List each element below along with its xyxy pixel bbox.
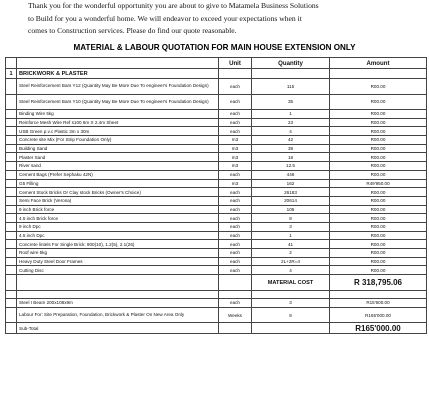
item-description: Heavy Duty Steel Door Frames: [17, 257, 219, 266]
table-row: [6, 231, 427, 240]
item-amount: R00.00: [330, 118, 427, 127]
item-quantity: 12.5: [252, 162, 330, 171]
row-number: [6, 222, 17, 231]
row-number: [6, 266, 17, 275]
table-row: [6, 266, 427, 275]
item-description: Labour For: Site Preparation, Foundation, Brickwork & Plaster On New Area Only: [17, 307, 219, 323]
item-description: Concrete site Mix (For Strip Foundation Only): [17, 136, 219, 145]
item-quantity: 18: [252, 153, 330, 162]
row-number: [6, 94, 17, 110]
table-row: [6, 144, 427, 153]
intro-text: [28, 0, 424, 38]
item-amount: R00.00: [330, 249, 427, 258]
item-quantity: 23: [252, 118, 330, 127]
item-quantity: 115: [252, 79, 330, 95]
row-number: [6, 307, 17, 323]
row-number: [6, 153, 17, 162]
item-amount: R00.00: [330, 79, 427, 95]
material-cost-value: R 318,795.06: [330, 275, 427, 291]
table-row: [6, 118, 427, 127]
material-cost-row: [6, 275, 427, 291]
item-description: Cutting Disc: [17, 266, 219, 275]
item-unit: m3: [219, 162, 252, 171]
item-quantity: 446: [252, 170, 330, 179]
item-description: Steel I Beam 200x108x9m: [17, 299, 219, 308]
header-quantity: Quantity: [252, 58, 330, 69]
item-description: Reinforce Mesh Wire Ref s100 6m X 2.4m Sheet: [17, 118, 219, 127]
section-row: [6, 69, 427, 79]
table-row: [6, 299, 427, 308]
item-unit: each: [219, 188, 252, 197]
material-cost-label: MATERIAL COST: [252, 275, 330, 291]
item-quantity: 8: [252, 214, 330, 223]
item-amount: R00.00: [330, 94, 427, 110]
row-number: [6, 179, 17, 188]
item-amount: R00.00: [330, 214, 427, 223]
item-amount: R00.00: [330, 205, 427, 214]
item-unit: each: [219, 222, 252, 231]
item-quantity: 20614: [252, 196, 330, 205]
table-row: [6, 196, 427, 205]
item-unit: m3: [219, 153, 252, 162]
row-number: [6, 214, 17, 223]
item-unit: each: [219, 231, 252, 240]
item-unit: each: [219, 79, 252, 95]
header-unit: Unit: [219, 58, 252, 69]
item-description: River sand: [17, 162, 219, 171]
table-row: [6, 110, 427, 119]
subtotal-row: [6, 323, 427, 334]
item-description: Plaster Sand: [17, 153, 219, 162]
item-unit: each: [219, 299, 252, 308]
item-amount: R00.00: [330, 196, 427, 205]
labour-body: [6, 299, 427, 323]
row-number: [6, 249, 17, 258]
item-quantity: 1: [252, 231, 330, 240]
intro-line-3: comes to Construction services. Please do find our quote reasonable.: [28, 26, 237, 35]
row-number: [6, 118, 17, 127]
item-amount: R00.00: [330, 257, 427, 266]
item-quantity: 162: [252, 179, 330, 188]
table-row: [6, 127, 427, 136]
item-quantity: 3: [252, 222, 330, 231]
row-number: [6, 144, 17, 153]
item-unit: each: [219, 257, 252, 266]
row-number: [6, 257, 17, 266]
item-unit: m3: [219, 136, 252, 145]
item-quantity: 2: [252, 249, 330, 258]
header-blank-desc: [17, 58, 219, 69]
item-unit: Weeks: [219, 307, 252, 323]
item-amount: R00.00: [330, 231, 427, 240]
header-amount: Amount: [330, 58, 427, 69]
item-description: 4.5 inch Dpc: [17, 231, 219, 240]
item-unit: each: [219, 110, 252, 119]
item-description: G5 Filling: [17, 179, 219, 188]
item-unit: m3: [219, 179, 252, 188]
item-quantity: 39: [252, 144, 330, 153]
item-amount: R00.00: [330, 240, 427, 249]
quotation-title: MATERIAL & LABOUR QUOTATION FOR MAIN HOUSE EXTENSION ONLY: [73, 43, 356, 52]
row-number: [6, 205, 17, 214]
item-unit: each: [219, 249, 252, 258]
item-description: Concrete lintels For Single Brick: 900(10), 1.2(5), 2.1(26): [17, 240, 219, 249]
item-unit: each: [219, 118, 252, 127]
item-quantity: 8: [252, 307, 330, 323]
item-description: Cement Bags (Prefer Sephaku 42N): [17, 170, 219, 179]
row-number: [6, 299, 17, 308]
item-quantity: 1: [252, 110, 330, 119]
item-amount: R00.00: [330, 136, 427, 145]
item-description: Roof wire 5kg: [17, 249, 219, 258]
item-description: 9 inch Brick force: [17, 205, 219, 214]
item-unit: each: [219, 127, 252, 136]
row-number: [6, 79, 17, 95]
item-amount: R15'600.00: [330, 299, 427, 308]
table-row: [6, 162, 427, 171]
item-unit: each: [219, 205, 252, 214]
item-amount: R00.00: [330, 170, 427, 179]
item-amount: R00.00: [330, 188, 427, 197]
section-number: 1: [6, 69, 17, 79]
item-unit: each: [219, 214, 252, 223]
item-quantity: 4: [252, 266, 330, 275]
row-number: [6, 127, 17, 136]
table-row: [6, 307, 427, 323]
item-quantity: 2L+2R=4: [252, 257, 330, 266]
item-description: Binding Wire 5kg: [17, 110, 219, 119]
item-description: Steel Reinforcement Bars Y12 (Quantity May Be More Due To engineer's Foundation Design): [17, 79, 219, 95]
item-amount: R00.00: [330, 162, 427, 171]
header-row: [6, 58, 427, 69]
item-amount: R00.00: [330, 153, 427, 162]
intro-line-2: to Build for you a wonderful home. We will endeavor to exceed your expectations when it: [28, 13, 302, 23]
table-row: [6, 257, 427, 266]
item-unit: each: [219, 240, 252, 249]
section-name: BRICKWORK & PLASTER: [17, 69, 219, 79]
item-amount: R00.00: [330, 222, 427, 231]
item-amount: R00.00: [330, 127, 427, 136]
header-blank-num: [6, 58, 17, 69]
item-quantity: 26183: [252, 188, 330, 197]
table-row: [6, 188, 427, 197]
table-row: [6, 240, 427, 249]
items-body: [6, 79, 427, 275]
item-description: 9 inch Dpc: [17, 222, 219, 231]
item-amount: R00.00: [330, 144, 427, 153]
item-amount: R49'950.00: [330, 179, 427, 188]
item-description: 4.5 inch Brick force: [17, 214, 219, 223]
item-quantity: 42: [252, 136, 330, 145]
item-description: Steel Reinforcement Bars Y10 (Quantity May Be More Due To engineer's Foundation Design): [17, 94, 219, 110]
row-number: [6, 196, 17, 205]
table-row: [6, 94, 427, 110]
item-unit: m3: [219, 144, 252, 153]
table-row: [6, 79, 427, 95]
table-row: [6, 179, 427, 188]
item-description: Building Sand: [17, 144, 219, 153]
row-number: [6, 240, 17, 249]
table-row: [6, 222, 427, 231]
item-amount: R00.00: [330, 266, 427, 275]
item-amount: R165'000.00: [330, 307, 427, 323]
spacer-row: [6, 291, 427, 299]
item-description: Semi Face Brick (Verona): [17, 196, 219, 205]
item-unit: each: [219, 196, 252, 205]
item-unit: each: [219, 94, 252, 110]
row-number: [6, 231, 17, 240]
table-row: [6, 170, 427, 179]
item-quantity: 35: [252, 94, 330, 110]
item-quantity: 41: [252, 240, 330, 249]
table-row: [6, 153, 427, 162]
row-number: [6, 136, 17, 145]
table-row: [6, 214, 427, 223]
table-row: [6, 205, 427, 214]
item-description: Cement Stock Bricks Or Clay stock Bricks (Owner's Choice): [17, 188, 219, 197]
quotation-table: [5, 57, 427, 334]
item-quantity: 3: [252, 299, 330, 308]
item-quantity: 4: [252, 127, 330, 136]
subtotal-label: Sub-Total: [17, 323, 219, 334]
row-number: [6, 188, 17, 197]
subtotal-value: R165'000.00: [330, 323, 427, 334]
item-description: USB Green p.v.c Plastic 3m x 30m: [17, 127, 219, 136]
item-quantity: 105: [252, 205, 330, 214]
intro-line-1: Thank you for the wonderful opportunity you are about to give to Matamela Business Solutions: [28, 1, 319, 10]
table-row: [6, 136, 427, 145]
row-number: [6, 110, 17, 119]
row-number: [6, 162, 17, 171]
item-unit: each: [219, 266, 252, 275]
item-unit: each: [219, 170, 252, 179]
item-amount: R00.00: [330, 110, 427, 119]
row-number: [6, 170, 17, 179]
table-row: [6, 249, 427, 258]
